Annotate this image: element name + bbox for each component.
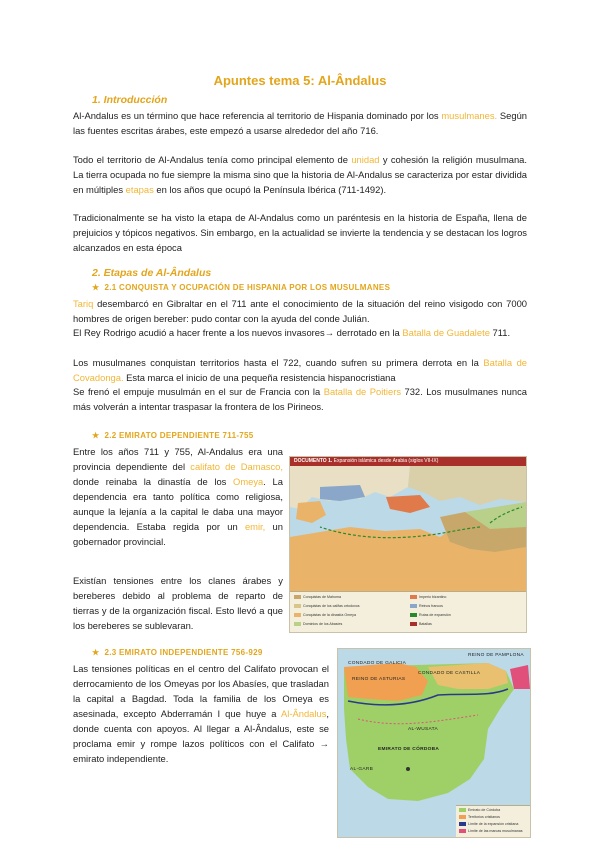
- heading-2-1: [92, 283, 390, 292]
- text-run: Los musulmanes conquistan territorios hasta el 722, cuando sufren su primera derrota en la: [73, 357, 484, 368]
- legend-label: Dominios de los Abasíes: [303, 622, 343, 626]
- text-run: desembarcó en Gibraltar en el 711 ante el conocimiento de la situación del reino visigodo con 7000 hombres de origen bereber: pudo contar con la ayuda del conde Julián.: [73, 298, 527, 324]
- heading-2-2: [92, 431, 254, 440]
- figure-legend: [290, 591, 526, 633]
- legend-item: [294, 613, 356, 617]
- legend-swatch: [459, 815, 466, 819]
- page-title: Apuntes tema 5: Al-Ândalus: [213, 73, 387, 88]
- cordoba-marker: [406, 767, 410, 771]
- s22-paragraph-2: Existían tensiones entre los clanes árabes y bereberes debido al problema de reparto de tierras y de la organización fiscal. Esto llevó a que los bereberes se sublevaran.: [73, 575, 283, 631]
- legend-swatch: [294, 613, 301, 617]
- label-aluusata: AL-WUSATA: [408, 727, 438, 732]
- intro-paragraph-1: [73, 108, 527, 138]
- highlight-damasco: califato de Damasco,: [190, 461, 283, 472]
- asturias-territory: [344, 663, 428, 701]
- text-run: en los años que ocupó la Península Ibérica (711-1492).: [153, 184, 387, 195]
- legend-item: [294, 595, 341, 599]
- text-run: Según las fuentes escritas árabes, este empezó a usarse alrededor del año 716.: [73, 110, 527, 136]
- text-run: 711.: [489, 327, 511, 338]
- legend-swatch: [459, 808, 466, 812]
- text-run: , donde cuenta con apoyos. Al llegar a Al-Ândalus, este se proclama emir y rompe lazos políticos con el Califato → emirato independiente.: [73, 708, 329, 764]
- legend-item: [459, 815, 500, 819]
- text-run: . La dependencia era tanto política como religiosa, aunque la lejanía a la capital le daba una mayor dependencia. Estaba regida por un: [73, 476, 283, 532]
- legend-swatch: [410, 604, 417, 608]
- expansion-map-figure: [289, 456, 527, 633]
- legend-item: [459, 822, 518, 826]
- heading-2-3: [92, 648, 263, 657]
- text-run: Las tensiones políticas en el centro del Califato provocan el derrocamiento de los Omeyas por los Abasíes, que trasladan la capital a Bagdad. Toda la familia de los Omeya es asesinada, excepto Abderramán I que huye a: [73, 663, 329, 719]
- label-algarve: AL-GARB: [350, 767, 374, 772]
- highlight-emir: emir,: [244, 521, 266, 532]
- legend-swatch: [459, 822, 466, 826]
- text-run: y cohesión la religión musulmana. La tierra ocupada no fue siempre la misma sino que la historia de Al-Andalus se caracteriza por estar dividida en múltiples: [73, 154, 527, 195]
- northeast-territory: [428, 663, 508, 689]
- legend-item: [410, 604, 443, 608]
- heading-2-2-text: 2.2 EMIRATO DEPENDIENTE 711-755: [104, 431, 254, 440]
- heading-2-3-text: 2.3 EMIRATO INDEPENDIENTE 756-929: [104, 648, 263, 657]
- s21-paragraph-1: [73, 296, 527, 326]
- legend-item: [294, 604, 360, 608]
- label-asturias: REINO DE ASTURIAS: [352, 677, 406, 682]
- legend-label: Rutas de expansión: [419, 613, 451, 617]
- s21-paragraph-4: [73, 384, 527, 414]
- legend-swatch: [294, 622, 301, 626]
- iberia-map-figure: [337, 648, 531, 838]
- heading-introduccion: 1. Introducción: [92, 94, 168, 106]
- text-run: Todo el territorio de Al-Andalus tenía como principal elemento de: [73, 154, 352, 165]
- highlight-guadalete: Batalla de Guadalete: [402, 327, 490, 338]
- s22-paragraph-1: [73, 444, 283, 549]
- text-run: El Rey Rodrigo acudió a hacer frente a los nuevos invasores→ derrotado en la: [73, 327, 403, 338]
- s21-paragraph-2: [73, 325, 527, 340]
- highlight-al-andalus: Al-Ândalus: [281, 708, 327, 719]
- text-run: Al-Andalus es un término que hace referencia al territorio de Hispania dominado por los: [73, 110, 442, 121]
- legend-swatch: [410, 595, 417, 599]
- highlight-unidad: unidad: [351, 154, 380, 165]
- legend-swatch: [410, 622, 417, 626]
- heading-2-1-text: 2.1 CONQUISTA Y OCUPACIÓN DE HISPANIA POR LOS MUSULMANES: [104, 283, 391, 292]
- highlight-tariq: Tariq: [73, 298, 94, 309]
- text-run: Esta marca el inicio de una pequeña resistencia hispanocristiana: [123, 372, 396, 383]
- heading-etapas: 2. Etapas de Al-Ândalus: [92, 267, 212, 279]
- text-run: 732. Los musulmanes nunca más volverán a intentar traspasar la frontera de los Pirineos.: [73, 386, 527, 412]
- legend-label: Territorios cristianos: [468, 815, 500, 819]
- label-castilla: CONDADO DE CASTILLA: [418, 671, 481, 676]
- star-icon: ★: [92, 648, 100, 657]
- star-icon: ★: [92, 431, 100, 440]
- legend-label: Imperio bizantino: [419, 595, 447, 599]
- legend-swatch: [294, 604, 301, 608]
- legend-item: [410, 595, 446, 599]
- text-run: un gobernador provincial.: [73, 521, 283, 547]
- highlight-covadonga: Batalla de Covadonga.: [73, 357, 528, 383]
- legend-label: Conquistas de la dinastía Omeya: [303, 613, 356, 617]
- legend-swatch: [410, 613, 417, 617]
- label-emirato: EMIRATO DE CÓRDOBA: [378, 747, 440, 752]
- highlight-poitiers: Batalla de Poitiers: [323, 386, 402, 397]
- legend-item: [459, 808, 500, 812]
- legend-label: Reinos francos: [419, 604, 443, 608]
- intro-paragraph-2: [73, 152, 527, 197]
- legend-swatch: [459, 829, 466, 833]
- intro-paragraph-3: Tradicionalmente se ha visto la etapa de Al-Andalus como un paréntesis en la historia de España, llena de prejuicios y tópicos negativos. Sin embargo, en la actualidad se invierte la tendencia y se destacan los logros alcanzados en esta época: [73, 212, 527, 253]
- highlight-etapas: etapas: [125, 184, 154, 195]
- legend-label: Límite de la expansión cristiana: [468, 822, 519, 826]
- legend-item: [410, 613, 451, 617]
- iberia-legend: [456, 805, 530, 838]
- legend-label: Emirato de Córdoba: [468, 808, 501, 812]
- text-run: Se frenó el empuje musulmán en el sur de Francia con la: [73, 386, 324, 397]
- legend-item: [294, 622, 342, 626]
- label-galicia: CONDADO DE GALICIA: [348, 661, 407, 666]
- label-pamplona: REINO DE PAMPLONA: [468, 653, 524, 658]
- caption-tag: DOCUMENTO 1.: [294, 458, 333, 464]
- text-run: donde reinaba la dinastía de los: [73, 476, 234, 487]
- frankish-march: [510, 665, 530, 689]
- highlight-omeya: Omeya: [233, 476, 264, 487]
- star-icon: ★: [92, 283, 100, 292]
- highlight-musulmanes: musulmanes.: [441, 110, 498, 121]
- legend-label: Límite de las marcas musulmanas: [468, 829, 523, 833]
- legend-item: [410, 622, 432, 626]
- s21-paragraph-3: [73, 355, 527, 385]
- legend-label: Conquistas de los califas ortodoxos: [303, 604, 360, 608]
- legend-label: Conquistas de Mahoma: [303, 595, 341, 599]
- legend-label: Batallas: [419, 622, 432, 626]
- caption-text: Expansión islámica desde Arabia (siglos VII-IX): [333, 458, 439, 464]
- legend-item: [459, 829, 523, 833]
- legend-swatch: [294, 595, 301, 599]
- s23-paragraph-1: [73, 661, 329, 766]
- text-run: Entre los años 711 y 755, Al-Andalus era una provincia dependiente del: [73, 446, 283, 472]
